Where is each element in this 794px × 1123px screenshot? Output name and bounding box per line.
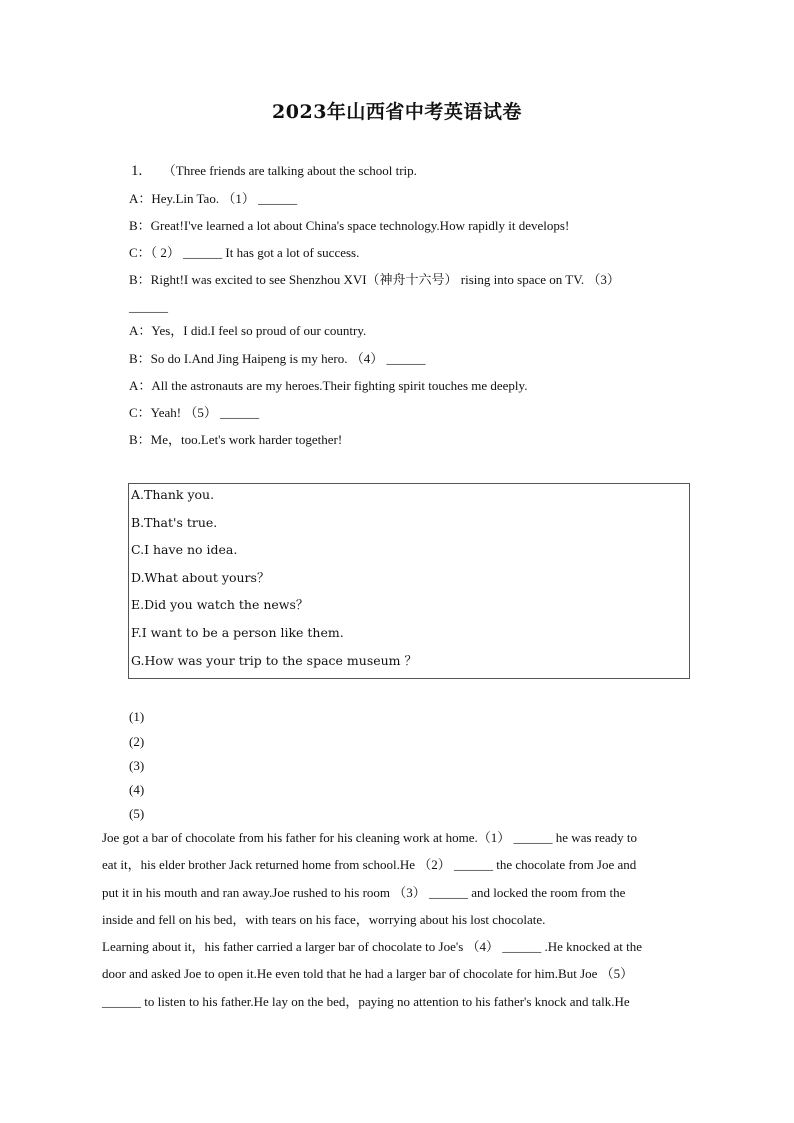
dialogue-line: A：Hey.Lin Tao. （1） ______ <box>129 191 298 206</box>
option-b: B.That's true. <box>131 515 218 530</box>
passage-line: inside and fell on his bed，with tears on his face，worrying about his lost chocolate. <box>102 912 546 927</box>
dialogue-line: B：Great!I've learned a lot about China's space technology.How rapidly it develops! <box>129 218 570 233</box>
passage-line: eat it，his elder brother Jack returned home from school.He （2） ______ the chocolate from Joe and <box>102 857 637 872</box>
option-e: E.Did you watch the news？ <box>131 597 309 612</box>
option-f: F.I want to be a person like them. <box>131 625 344 640</box>
option-g: G.How was your trip to the space museum ？ <box>131 653 418 668</box>
dialogue-line: B：Right!I was excited to see Shenzhou XVI（神舟十六号） rising into space on TV. （3） <box>129 272 620 287</box>
passage-line: Joe got a bar of chocolate from his father for his cleaning work at home.（1） ______ he was ready to <box>102 830 638 845</box>
dialogue-line: A：All the astronauts are my heroes.Their fighting spirit touches me deeply. <box>129 378 528 393</box>
option-a: A.Thank you. <box>131 487 215 502</box>
passage-line: door and asked Joe to open it.He even told that he had a larger bar of chocolate for him.But Joe （5） <box>102 966 634 981</box>
answer-slot-3: (3) <box>129 758 145 773</box>
question-number: 1. <box>131 163 143 179</box>
question-header <box>131 163 417 179</box>
answer-slot-1: (1) <box>129 709 145 724</box>
dialogue-line: A：Yes，I did.I feel so proud of our country. <box>129 323 367 338</box>
dialogue-line: C：（ 2） ______ It has got a lot of success. <box>129 245 360 260</box>
page-title: 2023年山西省中考英语试卷 <box>272 101 522 123</box>
dialogue-line: B：Me，too.Let's work harder together! <box>129 432 343 447</box>
passage-line: Learning about it，his father carried a larger bar of chocolate to Joe's （4） ______ .He knocked at the <box>102 939 642 954</box>
passage-line: put it in his mouth and ran away.Joe rushed to his room （3） ______ and locked the room from the <box>102 885 626 900</box>
dialogue-line: B：So do I.And Jing Haipeng is my hero. （4） ______ <box>129 351 426 366</box>
answer-slot-2: (2) <box>129 734 145 749</box>
answer-slot-4: (4) <box>129 782 145 797</box>
dialogue-line: C：Yeah! （5） ______ <box>129 405 260 420</box>
dialogue-line: ______ <box>129 299 168 314</box>
passage-line: ______ to listen to his father.He lay on the bed，paying no attention to his father's knock and talk.He <box>102 994 630 1009</box>
option-c: C.I have no idea. <box>131 542 238 557</box>
options-box <box>128 483 690 679</box>
answer-slot-5: (5) <box>129 806 145 821</box>
option-d: D.What about yours？ <box>131 570 270 585</box>
question-intro: （Three friends are talking about the school trip. <box>162 163 417 178</box>
